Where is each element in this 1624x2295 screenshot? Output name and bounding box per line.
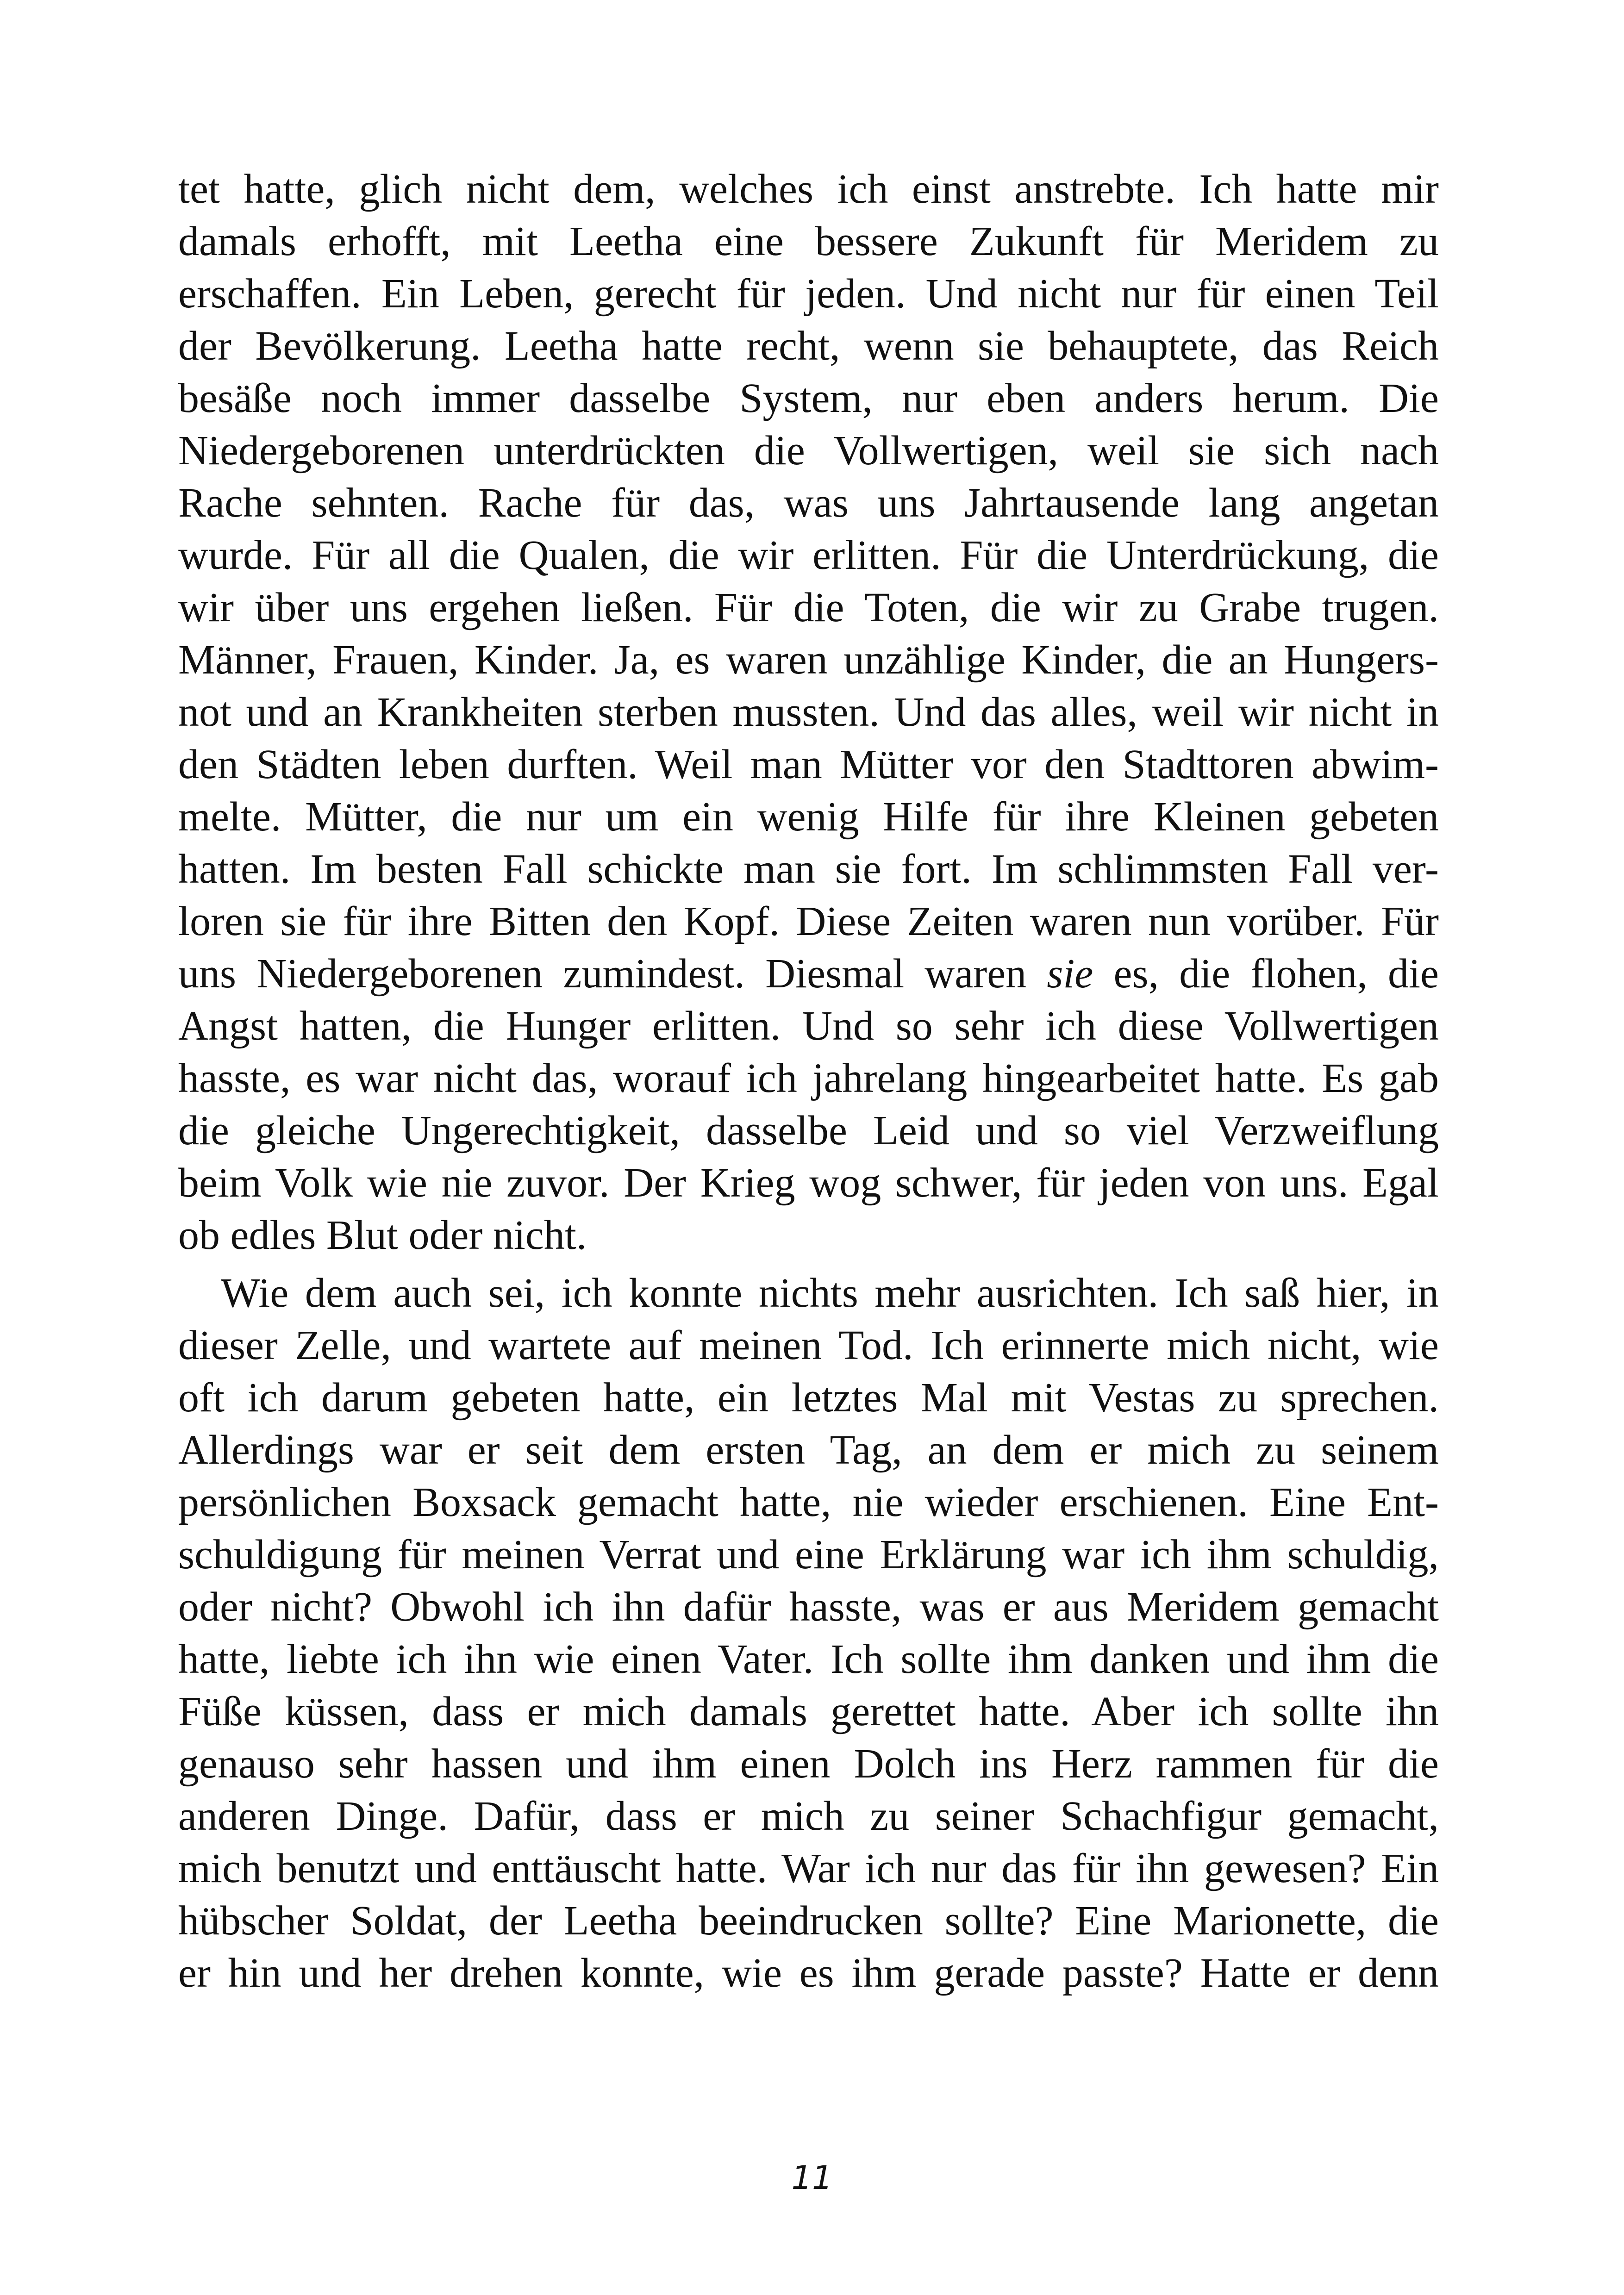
text-line <box>178 948 1439 1000</box>
text-segment: uns Niedergeborenen zumindest. Diesmal waren <box>178 951 1047 997</box>
text-line: melte. Mütter, die nur um ein wenig Hilfe für ihre Kleinen gebeten <box>178 794 1439 840</box>
text-line: loren sie für ihre Bitten den Kopf. Diese Zeiten waren nun vorüber. Für <box>178 898 1439 944</box>
text-line: hübscher Soldat, der Leetha beeindrucken sollte? Eine Marionette, die <box>178 1898 1439 1944</box>
text-line: Angst hatten, die Hunger erlitten. Und so sehr ich diese Vollwertigen <box>178 1003 1439 1049</box>
text-line: beim Volk wie nie zuvor. Der Krieg wog schwer, für jeden von uns. Egal <box>178 1160 1439 1206</box>
text-line: tet hatte, glich nicht dem, welches ich einst anstrebte. Ich hatte mir <box>178 166 1439 212</box>
text-line: wir über uns ergehen ließen. Für die Toten, die wir zu Grabe trugen. <box>178 585 1439 630</box>
page-number: 11 <box>791 2159 833 2197</box>
text-line: hatten. Im besten Fall schickte man sie fort. Im schlimmsten Fall ver- <box>178 846 1439 892</box>
text-line: Wie dem auch sei, ich konnte nichts mehr ausrichten. Ich saß hier, in <box>221 1270 1439 1316</box>
emphasized-word: sie <box>1047 951 1093 997</box>
text-line: erschaffen. Ein Leben, gerecht für jeden. Und nicht nur für einen Teil <box>178 271 1439 317</box>
text-line: besäße noch immer dasselbe System, nur eben anders herum. Die <box>178 375 1439 421</box>
text-line: ob edles Blut oder nicht. <box>178 1212 587 1258</box>
paragraph-spacer <box>178 1261 1439 1267</box>
text-line: mich benutzt und enttäuscht hatte. War ich nur das für ihn gewesen? Ein <box>178 1846 1439 1891</box>
text-line: anderen Dinge. Dafür, dass er mich zu seiner Schachfigur gemacht, <box>178 1793 1439 1839</box>
text-line: Füße küssen, dass er mich damals gerettet hatte. Aber ich sollte ihn <box>178 1689 1439 1734</box>
text-line: Niedergeborenen unterdrückten die Vollwertigen, weil sie sich nach <box>178 428 1439 474</box>
paragraph-2 <box>178 1267 1439 1999</box>
paragraph-1 <box>178 163 1439 1261</box>
text-segment: es, die flohen, die <box>1093 951 1439 997</box>
text-line: die gleiche Ungerechtigkeit, dasselbe Leid und so viel Verzweiflung <box>178 1108 1439 1154</box>
text-line: Rache sehnten. Rache für das, was uns Jahrtausende lang angetan <box>178 480 1439 526</box>
text-line: hatte, liebte ich ihn wie einen Vater. Ich sollte ihm danken und ihm die <box>178 1636 1439 1682</box>
text-line: hasste, es war nicht das, worauf ich jahrelang hingearbeitet hatte. Es gab <box>178 1055 1439 1101</box>
text-line: oft ich darum gebeten hatte, ein letztes Mal mit Vestas zu sprechen. <box>178 1375 1439 1421</box>
text-line: er hin und her drehen konnte, wie es ihm gerade passte? Hatte er denn <box>178 1950 1439 1996</box>
text-line: genauso sehr hassen und ihm einen Dolch ins Herz rammen für die <box>178 1741 1439 1787</box>
text-line: damals erhofft, mit Leetha eine bessere Zukunft für Meridem zu <box>178 218 1439 264</box>
text-line: Männer, Frauen, Kinder. Ja, es waren unzählige Kinder, die an Hungers- <box>178 637 1439 683</box>
text-line: den Städten leben durften. Weil man Mütter vor den Stadttoren abwim- <box>178 742 1439 787</box>
text-line: not und an Krankheiten sterben mussten. Und das alles, weil wir nicht in <box>178 689 1439 735</box>
text-line: wurde. Für all die Qualen, die wir erlitten. Für die Unterdrückung, die <box>178 532 1439 578</box>
text-line: Allerdings war er seit dem ersten Tag, an dem er mich zu seinem <box>178 1427 1439 1473</box>
body-text <box>178 163 1439 1999</box>
text-line: dieser Zelle, und wartete auf meinen Tod. Ich erinnerte mich nicht, wie <box>178 1322 1439 1368</box>
text-line: schuldigung für meinen Verrat und eine Erklärung war ich ihm schuldig, <box>178 1532 1439 1578</box>
text-line: der Bevölkerung. Leetha hatte recht, wenn sie behauptete, das Reich <box>178 323 1439 369</box>
text-line: persönlichen Boxsack gemacht hatte, nie wieder erschienen. Eine Ent- <box>178 1479 1439 1525</box>
text-line: oder nicht? Obwohl ich ihn dafür hasste, was er aus Meridem gemacht <box>178 1584 1439 1630</box>
